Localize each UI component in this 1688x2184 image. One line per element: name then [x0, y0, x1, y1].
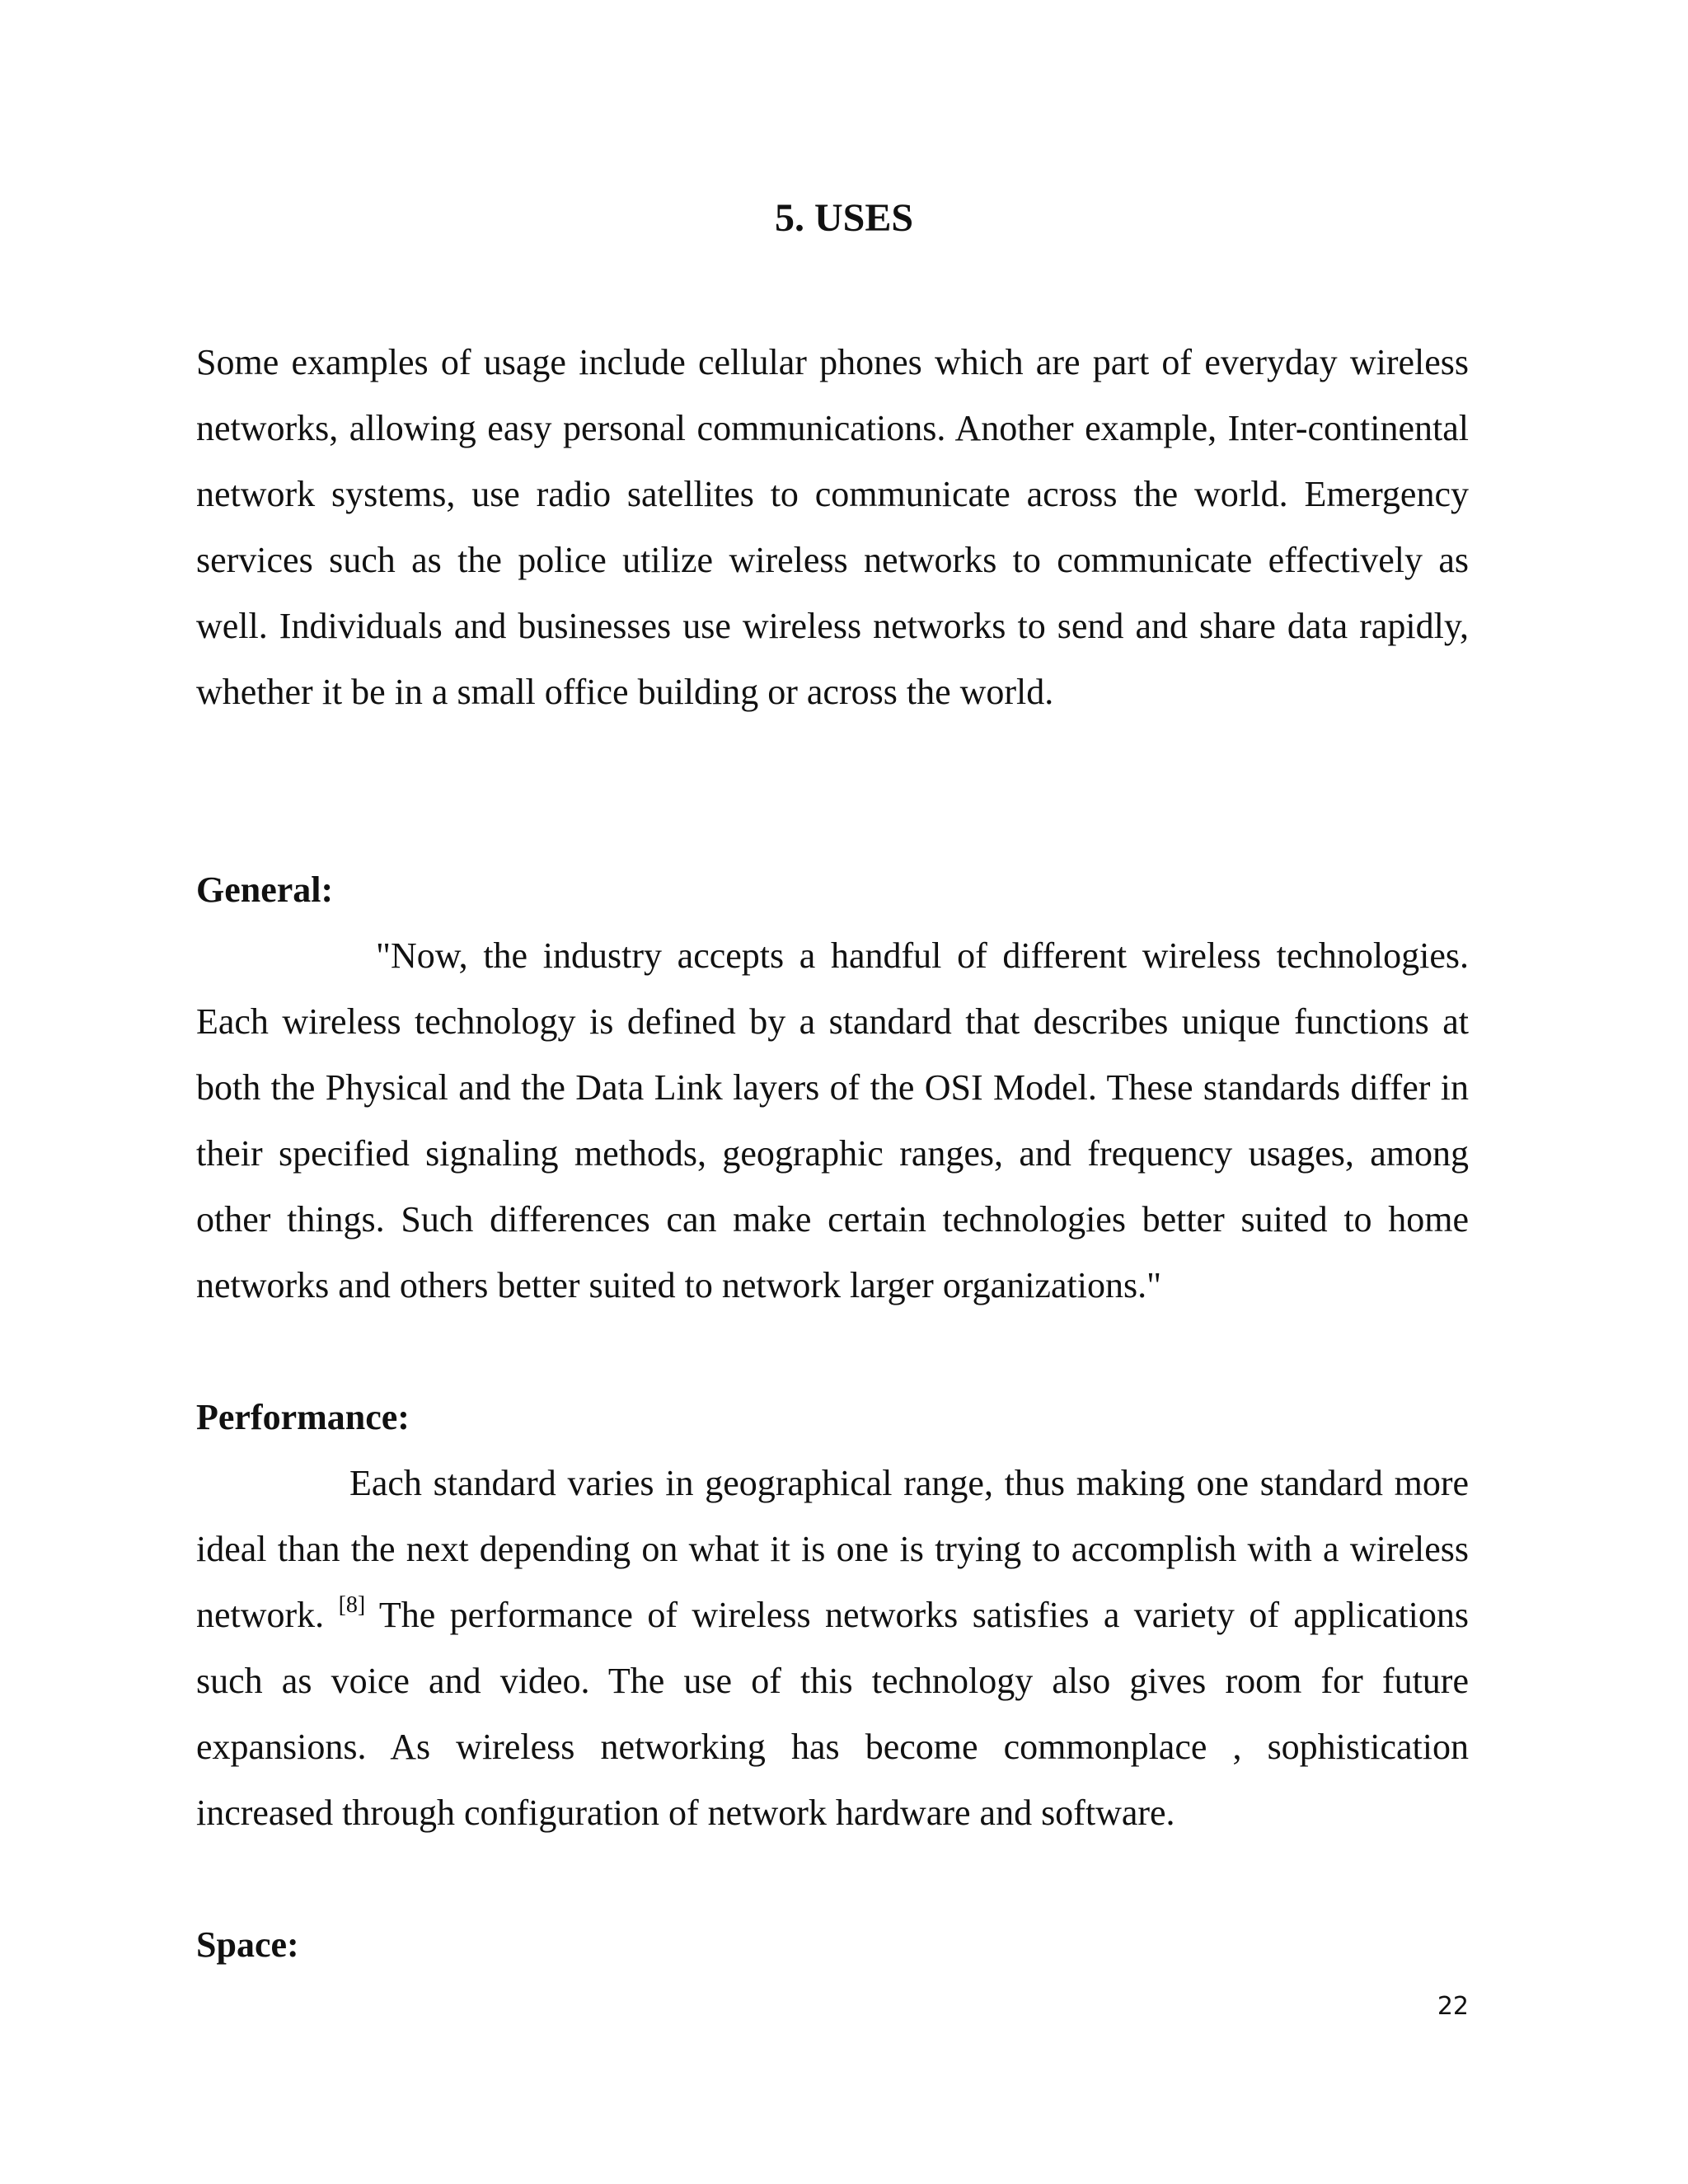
space-heading: Space:	[196, 1924, 299, 1965]
general-paragraph	[196, 923, 1469, 1319]
section-title: 5. USES	[774, 196, 914, 240]
performance-text-before-ref: Each standard varies in geographical range, thus making one standard more ideal than the next depending on what it is one is trying to accomplish with a wireless network.	[196, 1463, 1469, 1635]
intro-paragraph	[196, 330, 1469, 725]
general-text: "Now, the industry accepts a handful of different wireless technologies. Each wireless technology is defined by a standard that describes unique functions at both the Physical and the Data Link layers of the OSI Model. These standards differ in their specified signaling methods, geographic ranges, and frequency usages, among other things. Such differences can make certain technologies better suited to home networks and others better suited to network larger organizations."	[196, 935, 1469, 1305]
citation-reference: [8]	[338, 1592, 366, 1618]
general-heading: General:	[196, 869, 334, 910]
performance-heading: Performance:	[196, 1397, 410, 1437]
performance-paragraph	[196, 1451, 1469, 1846]
performance-text-after-ref: The performance of wireless networks satisfies a variety of applications such as voice and video. The use of this technology also gives room for future expansions. As wireless networking has become commonplace , sophistication increased through configuration of network hardware and software.	[196, 1595, 1469, 1833]
page-number: 22	[1437, 1992, 1469, 2021]
intro-text: Some examples of usage include cellular phones which are part of everyday wireless networks, allowing easy personal communications. Another example, Inter-continental network systems, use radio satellites to communicate across the world. Emergency services such as the police utilize wireless networks to communicate effectively as well. Individuals and businesses use wireless networks to send and share data rapidly, whether it be in a small office building or across the world.	[196, 342, 1469, 712]
